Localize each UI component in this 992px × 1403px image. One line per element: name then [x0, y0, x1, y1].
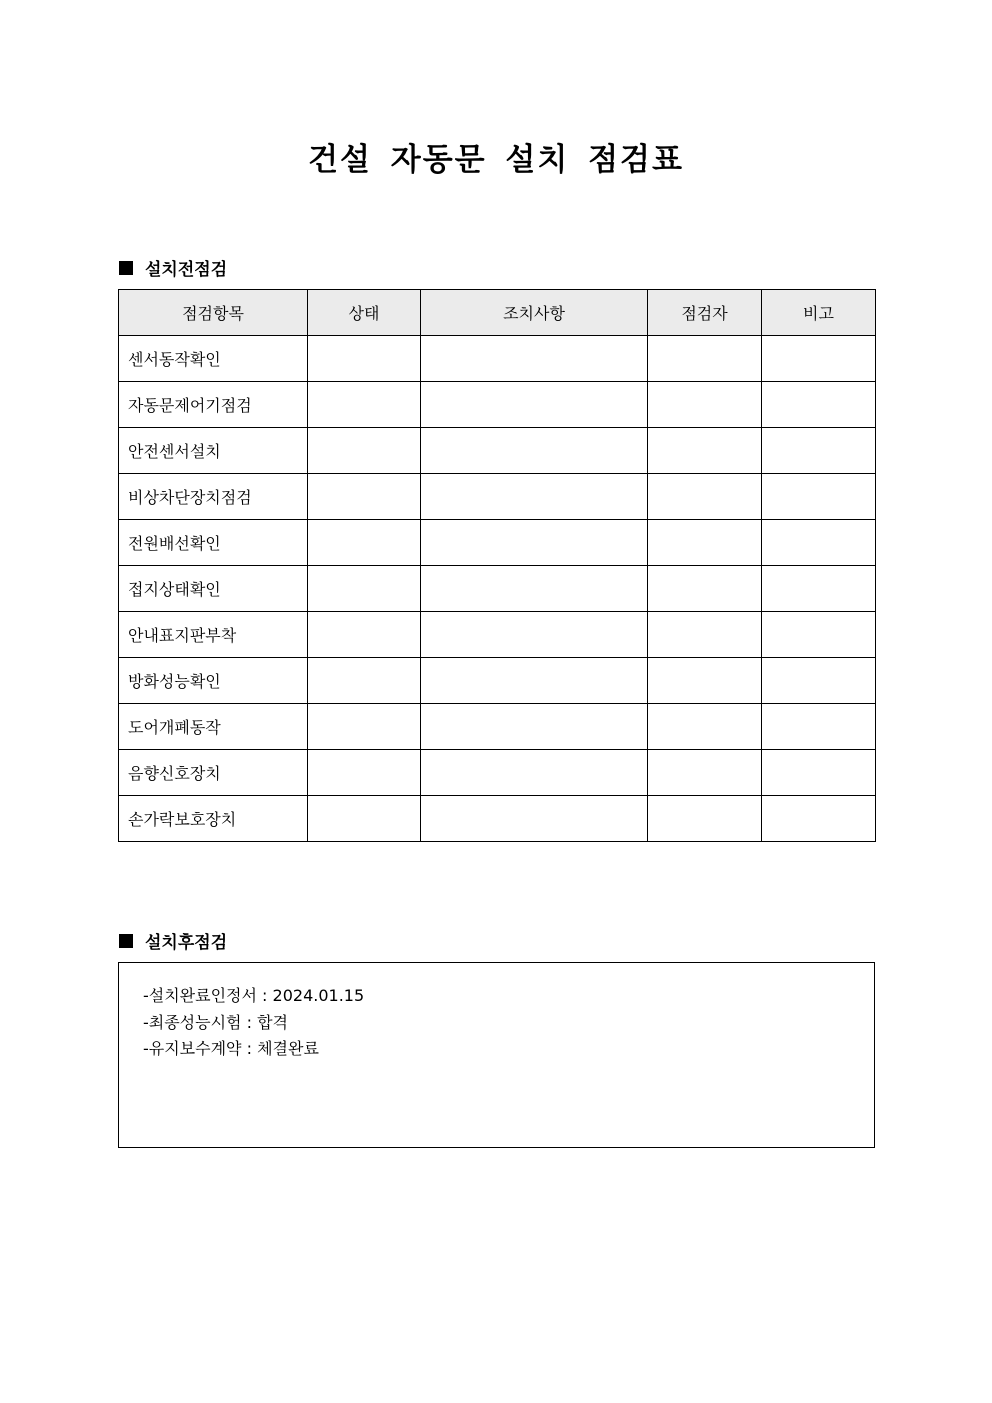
table-row [119, 520, 876, 566]
section-heading-label: 설치후점검 [145, 933, 228, 953]
inspector-cell[interactable] [648, 520, 762, 566]
table-row [119, 612, 876, 658]
status-cell[interactable] [308, 474, 421, 520]
action-cell[interactable] [421, 382, 648, 428]
note-cell[interactable] [762, 428, 876, 474]
item-cell: 음향신호장치 [119, 750, 308, 796]
status-cell[interactable] [308, 796, 421, 842]
action-cell[interactable] [421, 612, 648, 658]
action-cell[interactable] [421, 750, 648, 796]
item-cell: 손가락보호장치 [119, 796, 308, 842]
table-header-row [119, 290, 876, 336]
square-bullet-icon [119, 934, 133, 948]
action-cell[interactable] [421, 474, 648, 520]
item-cell: 안내표지판부착 [119, 612, 308, 658]
table-row [119, 566, 876, 612]
action-cell[interactable] [421, 796, 648, 842]
inspector-cell[interactable] [648, 566, 762, 612]
table-row [119, 336, 876, 382]
after-line-maintenance-contract: -유지보수계약 : 체결완료 [143, 1039, 319, 1058]
table-row [119, 658, 876, 704]
section-heading-after [119, 928, 227, 953]
action-cell[interactable] [421, 704, 648, 750]
item-cell: 접지상태확인 [119, 566, 308, 612]
note-cell[interactable] [762, 704, 876, 750]
inspector-cell[interactable] [648, 612, 762, 658]
table-row [119, 382, 876, 428]
item-cell: 전원배선확인 [119, 520, 308, 566]
column-header-inspector: 점검자 [648, 290, 762, 336]
note-cell[interactable] [762, 612, 876, 658]
after-inspection-box [118, 962, 875, 1148]
item-cell: 안전센서설치 [119, 428, 308, 474]
table-row [119, 796, 876, 842]
column-header-status: 상태 [308, 290, 421, 336]
status-cell[interactable] [308, 382, 421, 428]
inspector-cell[interactable] [648, 474, 762, 520]
document-title: 건설 자동문 설치 점검표 [308, 142, 684, 178]
column-header-action: 조치사항 [421, 290, 648, 336]
item-cell: 센서동작확인 [119, 336, 308, 382]
status-cell[interactable] [308, 704, 421, 750]
after-line-performance-test: -최종성능시험 : 합격 [143, 1012, 288, 1032]
action-cell[interactable] [421, 658, 648, 704]
table-row [119, 750, 876, 796]
action-cell[interactable] [421, 336, 648, 382]
item-cell: 방화성능확인 [119, 658, 308, 704]
inspector-cell[interactable] [648, 658, 762, 704]
inspector-cell[interactable] [648, 750, 762, 796]
inspector-cell[interactable] [648, 428, 762, 474]
table-row [119, 474, 876, 520]
section-heading-label: 설치전점검 [145, 260, 228, 280]
note-cell[interactable] [762, 658, 876, 704]
status-cell[interactable] [308, 750, 421, 796]
action-cell[interactable] [421, 428, 648, 474]
inspector-cell[interactable] [648, 336, 762, 382]
square-bullet-icon [119, 261, 133, 275]
table-row [119, 428, 876, 474]
inspection-table [118, 289, 876, 842]
inspector-cell[interactable] [648, 796, 762, 842]
table-row [119, 704, 876, 750]
status-cell[interactable] [308, 520, 421, 566]
note-cell[interactable] [762, 566, 876, 612]
note-cell[interactable] [762, 520, 876, 566]
inspector-cell[interactable] [648, 704, 762, 750]
note-cell[interactable] [762, 382, 876, 428]
note-cell[interactable] [762, 474, 876, 520]
status-cell[interactable] [308, 612, 421, 658]
status-cell[interactable] [308, 658, 421, 704]
after-line-certificate: -설치완료인정서 : 2024.01.15 [143, 986, 365, 1005]
item-cell: 도어개폐동작 [119, 704, 308, 750]
note-cell[interactable] [762, 796, 876, 842]
inspector-cell[interactable] [648, 382, 762, 428]
section-heading-before [119, 255, 227, 280]
action-cell[interactable] [421, 566, 648, 612]
status-cell[interactable] [308, 336, 421, 382]
action-cell[interactable] [421, 520, 648, 566]
column-header-note: 비고 [762, 290, 876, 336]
status-cell[interactable] [308, 566, 421, 612]
note-cell[interactable] [762, 750, 876, 796]
column-header-item: 점검항목 [119, 290, 308, 336]
item-cell: 비상차단장치점검 [119, 474, 308, 520]
status-cell[interactable] [308, 428, 421, 474]
item-cell: 자동문제어기점검 [119, 382, 308, 428]
note-cell[interactable] [762, 336, 876, 382]
